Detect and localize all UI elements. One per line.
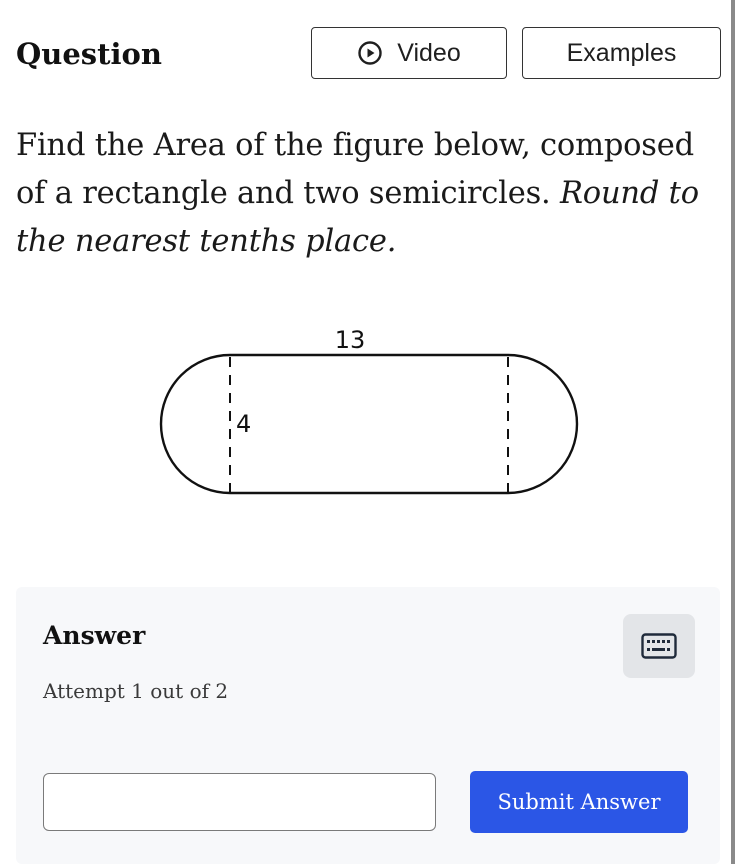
question-title: Question [16, 37, 162, 71]
question-header [0, 0, 731, 110]
answer-input[interactable] [43, 773, 436, 831]
answer-panel [16, 587, 720, 864]
composite-figure [150, 318, 590, 508]
submit-answer-label: Submit Answer [497, 790, 661, 814]
attempt-counter: Attempt 1 out of 2 [43, 679, 229, 703]
prompt-text: Find the Area of the figure below, composed of a rectangle and two semicircles. [16, 128, 694, 211]
figure-diagram [150, 318, 590, 508]
width-label: 4 [236, 410, 252, 438]
page-edge-divider [731, 0, 735, 864]
figure-outline [161, 355, 577, 493]
length-label: 13 [334, 326, 366, 354]
answer-title: Answer [43, 621, 146, 650]
keyboard-toggle-button[interactable] [623, 614, 695, 678]
examples-button[interactable] [522, 27, 721, 79]
video-button[interactable] [311, 27, 507, 79]
rounding-instruction: Round to the nearest tenths place. [16, 176, 699, 259]
keyboard-icon [641, 633, 677, 659]
question-prompt [16, 122, 728, 266]
examples-button-label: Examples [566, 38, 677, 67]
play-circle-icon [357, 40, 383, 66]
video-button-label: Video [397, 38, 461, 67]
submit-answer-button[interactable] [470, 771, 688, 833]
